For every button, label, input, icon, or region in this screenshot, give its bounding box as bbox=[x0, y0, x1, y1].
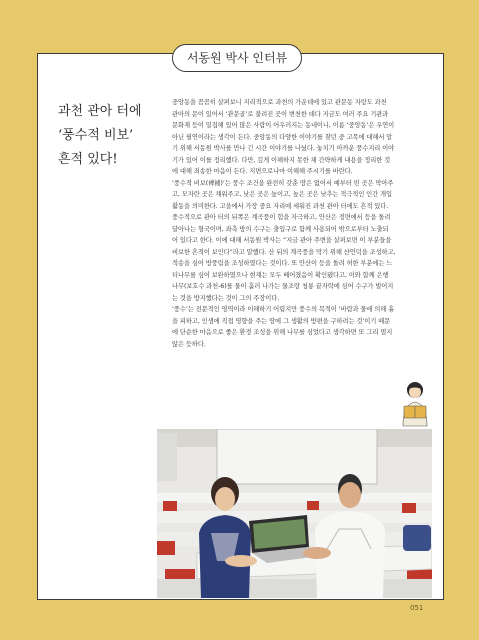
title-line: 과천 관아 터에 bbox=[58, 104, 142, 119]
body-line: 고, 모자란 곳은 채워주고, 낮은 곳은 높이고, 높은 곳은 낮추는 적극적인 인간 개입 bbox=[172, 191, 392, 198]
body-line: 나무(보호수 과천-6)를 물이 흘러 나가는 물조랑 청룡 끝자락에 심어 수구가 벌어지 bbox=[172, 283, 394, 290]
body-line: 을 피하고, 인생에 직접 영향을 주는 땅에 그 생활의 방편을 구하려는 것’이기 때문 bbox=[172, 317, 391, 325]
body-line: ‘풍수’는 전문적인 영역이라 이해하기 어렵지만 풍수의 목적이 ‘바람과 물에 의해 흉 bbox=[172, 306, 395, 313]
title-line: 흔적 있다! bbox=[58, 152, 118, 167]
body-line: 에 대해 죄송한 마음이 든다. 지면으로나마 이해해 주시기를 바란다. bbox=[172, 168, 353, 175]
body-line: 활동을 의미한다. 고을에서 가장 중요 자리에 세워진 과천 관아 터에도 흔적 있다. bbox=[172, 202, 389, 210]
reading-woman-illustration bbox=[395, 378, 433, 428]
interview-photo bbox=[157, 429, 432, 598]
body-line: 는 것을 방지했다는 것이 그의 주장이다. bbox=[172, 294, 280, 302]
title-line: ‘풍수적 비보’ bbox=[58, 128, 134, 143]
body-line: 아닌 필연이라는 생각이 든다. 중앙동의 다양한 이야기를 찾던 중 고목에 대해서 알 bbox=[172, 133, 393, 141]
body-line: 풍수적으로 관아 터의 뒤쪽은 계곡풍이 험을 자극하고, 안산은 정면에서 등을 돌려 bbox=[172, 214, 391, 221]
body-line: 적송을 심어 방풍림을 조성하였다는 것이다. 또 안산이 등을 돌려 허한 부분에는 느 bbox=[172, 260, 393, 267]
body-line: 않은 듯하다. bbox=[172, 340, 206, 348]
article-title bbox=[58, 100, 158, 172]
body-line: 어 있다고 한다. 이에 대해 서동원 박사는 “지금 관아 주변을 살펴보면 이 부분들을 bbox=[172, 237, 392, 244]
body-line: 관아의 문이 있어서 ‘관문골’로 불려진 곳이 변천한 데다 지금도 여러 주요 기관과 bbox=[172, 110, 389, 118]
body-line: 티나무를 심어 보완하였으나 현재는 모두 베어졌음이 확인됐다고, 이와 함께 은행 bbox=[172, 271, 389, 279]
body-line: 에 단순한 마음으로 좋은 환경 조성을 위해 나무를 심었다고 생각하면 또 그리 멀지 bbox=[172, 329, 393, 336]
body-line: 달아나는 형국이며, 좌측 방의 수구는 출입구로 함께 사용되어 밖으로부터 노출되 bbox=[172, 225, 389, 233]
section-badge: 서동원 박사 인터뷰 bbox=[172, 44, 302, 72]
page-number: 051 bbox=[410, 604, 424, 612]
body-line: ‘풍수적 비보(裨補)’는 풍수 조건을 완전히 갖춘 땅은 없어서 예부터 빈 곳은 막아주 bbox=[172, 179, 394, 187]
body-line: 기가 있어 이를 정리했다. 다만, 깊게 이해하지 못한 채 간략하게 내용을 정리한 것 bbox=[172, 156, 391, 164]
body-line: 기 위해 서동원 박사를 만나 긴 시간 이야기를 나눴다. 놓치기 아까운 풍수지리 이야 bbox=[172, 145, 395, 152]
body-line: 중앙동을 꼼꼼히 살펴보니 지리적으로 과천의 가운데에 있고 관문동 자랑도 과천 bbox=[172, 99, 387, 106]
article-body bbox=[172, 97, 425, 350]
body-line: 비보한 흔적이 보인다”라고 말했다. 산 뒤의 계곡풍을 막기 위해 산언덕을 조성하고, bbox=[172, 248, 396, 256]
body-line: 문화재 등이 밀집해 있어 많은 사람이 어우러지는 동네이니, 이름 ‘중앙동’은 우연이 bbox=[172, 122, 395, 129]
